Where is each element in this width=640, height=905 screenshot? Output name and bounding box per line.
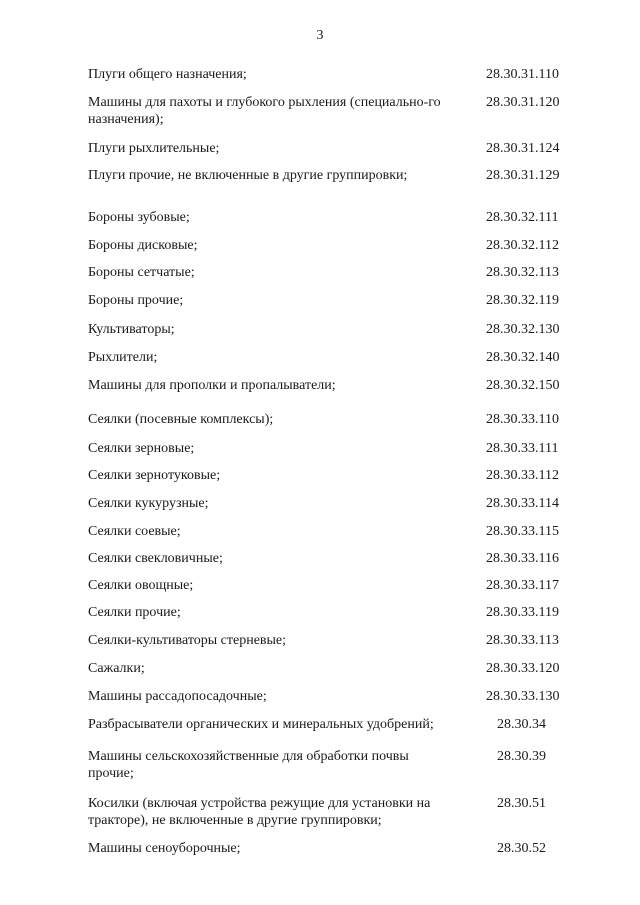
item-code: 28.30.32.119 (486, 293, 559, 308)
item-code: 28.30.33.119 (486, 605, 559, 620)
item-name: Машины сеноуборочные; (88, 841, 241, 856)
item-code: 28.30.33.111 (486, 441, 559, 456)
item-name: Плуги прочие, не включенные в другие группировки; (88, 168, 408, 183)
item-name: Сеялки кукурузные; (88, 496, 209, 511)
item-name: Машины для пахоты и глубокого рыхления (специально-го назначения); (88, 95, 441, 127)
item-name: Сеялки прочие; (88, 605, 181, 620)
item-code: 28.30.31.120 (486, 95, 560, 110)
item-code: 28.30.33.112 (486, 468, 559, 483)
item-code: 28.30.51 (497, 796, 546, 811)
item-name: Сеялки свекловичные; (88, 551, 223, 566)
item-name: Сеялки соевые; (88, 524, 181, 539)
item-code: 28.30.32.111 (486, 210, 559, 225)
item-code: 28.30.32.140 (486, 350, 560, 365)
item-name: Бороны зубовые; (88, 210, 190, 225)
item-code: 28.30.33.117 (486, 578, 559, 593)
item-name: Машины для прополки и пропалыватели; (88, 378, 336, 393)
item-name: Сеялки-культиваторы стерневые; (88, 633, 287, 648)
item-code: 28.30.33.130 (486, 689, 560, 704)
item-code: 28.30.34 (497, 717, 546, 732)
item-code: 28.30.33.114 (486, 496, 559, 511)
item-name: Сеялки овощные; (88, 578, 194, 593)
item-code: 28.30.33.120 (486, 661, 560, 676)
item-name: Бороны сетчатые; (88, 265, 195, 280)
item-code: 28.30.52 (497, 841, 546, 856)
item-name: Машины сельскохозяйственные для обработки почвы прочие; (88, 749, 409, 781)
item-code: 28.30.32.112 (486, 238, 559, 253)
item-name: Косилки (включая устройства режущие для установки на тракторе), не включенные в другие группировки; (88, 796, 431, 828)
item-name: Сеялки зернотуковые; (88, 468, 221, 483)
item-code: 28.30.32.130 (486, 322, 560, 337)
item-name: Сажалки; (88, 661, 145, 676)
item-code: 28.30.33.113 (486, 633, 559, 648)
item-code: 28.30.32.150 (486, 378, 560, 393)
item-name: Машины рассадопосадочные; (88, 689, 267, 704)
item-name: Плуги рыхлительные; (88, 141, 220, 156)
item-name: Сеялки зерновые; (88, 441, 195, 456)
item-code: 28.30.31.110 (486, 67, 559, 82)
item-name: Плуги общего назначения; (88, 67, 247, 82)
item-code: 28.30.31.129 (486, 168, 560, 183)
item-name: Рыхлители; (88, 350, 158, 365)
item-code: 28.30.39 (497, 749, 546, 764)
item-code: 28.30.31.124 (486, 141, 560, 156)
item-code: 28.30.33.115 (486, 524, 559, 539)
item-code: 28.30.32.113 (486, 265, 559, 280)
item-name: Бороны дисковые; (88, 238, 198, 253)
item-name: Культиваторы; (88, 322, 175, 337)
item-code: 28.30.33.110 (486, 412, 559, 427)
item-name: Бороны прочие; (88, 293, 184, 308)
item-name: Разбрасыватели органических и минеральных удобрений; (88, 717, 434, 732)
item-name: Сеялки (посевные комплексы); (88, 412, 274, 427)
page-number: 3 (316, 28, 324, 43)
item-code: 28.30.33.116 (486, 551, 559, 566)
